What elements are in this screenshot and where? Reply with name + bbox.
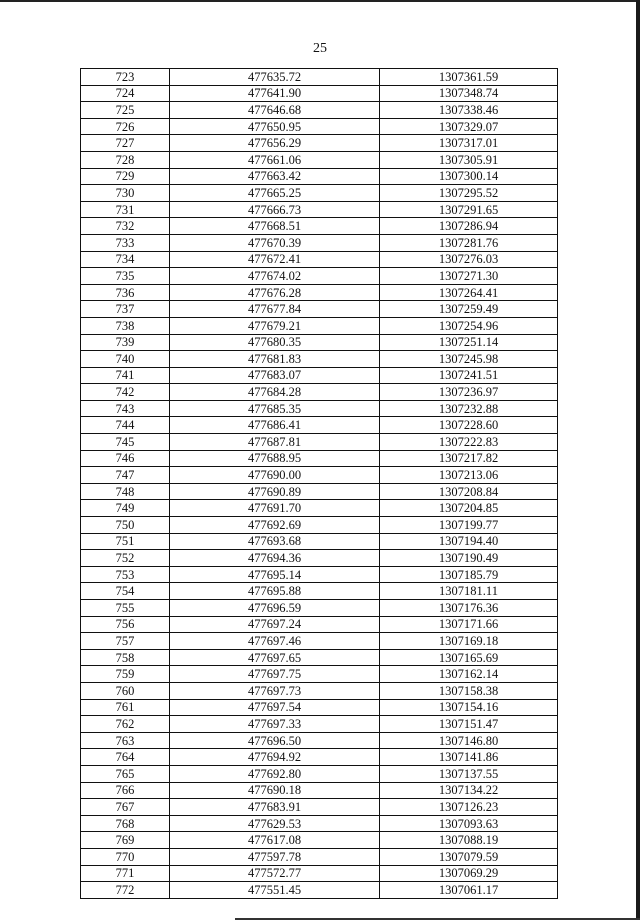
x-coordinate-cell: 477695.14 — [170, 566, 380, 583]
table-row — [81, 500, 558, 517]
x-coordinate-cell: 477697.75 — [170, 666, 380, 683]
point-number-cell: 762 — [81, 716, 170, 733]
y-coordinate-cell: 1307141.86 — [380, 749, 558, 766]
table-row — [81, 716, 558, 733]
y-coordinate-cell: 1307194.40 — [380, 533, 558, 550]
y-coordinate-cell: 1307185.79 — [380, 566, 558, 583]
table-row — [81, 583, 558, 600]
table-row — [81, 251, 558, 268]
table-row — [81, 799, 558, 816]
x-coordinate-cell: 477641.90 — [170, 85, 380, 102]
point-number-cell: 751 — [81, 533, 170, 550]
point-number-cell: 724 — [81, 85, 170, 102]
point-number-cell: 750 — [81, 517, 170, 534]
point-number-cell: 756 — [81, 616, 170, 633]
x-coordinate-cell: 477670.39 — [170, 234, 380, 251]
y-coordinate-cell: 1307169.18 — [380, 633, 558, 650]
y-coordinate-cell: 1307295.52 — [380, 185, 558, 202]
table-row — [81, 483, 558, 500]
x-coordinate-cell: 477674.02 — [170, 268, 380, 285]
y-coordinate-cell: 1307208.84 — [380, 483, 558, 500]
x-coordinate-cell: 477684.28 — [170, 384, 380, 401]
y-coordinate-cell: 1307088.19 — [380, 832, 558, 849]
table-row — [81, 832, 558, 849]
y-coordinate-cell: 1307146.80 — [380, 732, 558, 749]
point-number-cell: 764 — [81, 749, 170, 766]
y-coordinate-cell: 1307251.14 — [380, 334, 558, 351]
scan-border-top — [0, 0, 640, 2]
y-coordinate-cell: 1307291.65 — [380, 201, 558, 218]
point-number-cell: 740 — [81, 351, 170, 368]
y-coordinate-cell: 1307276.03 — [380, 251, 558, 268]
point-number-cell: 727 — [81, 135, 170, 152]
point-number-cell: 757 — [81, 633, 170, 650]
x-coordinate-cell: 477629.53 — [170, 815, 380, 832]
table-row — [81, 533, 558, 550]
point-number-cell: 746 — [81, 450, 170, 467]
table-row — [81, 367, 558, 384]
x-coordinate-cell: 477692.69 — [170, 517, 380, 534]
point-number-cell: 728 — [81, 151, 170, 168]
table-row — [81, 450, 558, 467]
coordinates-table — [80, 68, 558, 899]
point-number-cell: 755 — [81, 600, 170, 617]
x-coordinate-cell: 477697.24 — [170, 616, 380, 633]
y-coordinate-cell: 1307093.63 — [380, 815, 558, 832]
table-row — [81, 649, 558, 666]
point-number-cell: 729 — [81, 168, 170, 185]
x-coordinate-cell: 477697.33 — [170, 716, 380, 733]
x-coordinate-cell: 477683.07 — [170, 367, 380, 384]
table-row — [81, 566, 558, 583]
point-number-cell: 759 — [81, 666, 170, 683]
point-number-cell: 739 — [81, 334, 170, 351]
point-number-cell: 765 — [81, 765, 170, 782]
x-coordinate-cell: 477688.95 — [170, 450, 380, 467]
y-coordinate-cell: 1307300.14 — [380, 168, 558, 185]
table-row — [81, 815, 558, 832]
table-row — [81, 848, 558, 865]
table-row — [81, 633, 558, 650]
y-coordinate-cell: 1307217.82 — [380, 450, 558, 467]
y-coordinate-cell: 1307286.94 — [380, 218, 558, 235]
y-coordinate-cell: 1307305.91 — [380, 151, 558, 168]
scan-border-right — [636, 0, 640, 920]
point-number-cell: 736 — [81, 284, 170, 301]
point-number-cell: 723 — [81, 69, 170, 86]
point-number-cell: 753 — [81, 566, 170, 583]
y-coordinate-cell: 1307069.29 — [380, 865, 558, 882]
point-number-cell: 760 — [81, 682, 170, 699]
table-row — [81, 384, 558, 401]
x-coordinate-cell: 477695.88 — [170, 583, 380, 600]
point-number-cell: 769 — [81, 832, 170, 849]
x-coordinate-cell: 477597.78 — [170, 848, 380, 865]
point-number-cell: 737 — [81, 301, 170, 318]
table-row — [81, 682, 558, 699]
point-number-cell: 754 — [81, 583, 170, 600]
y-coordinate-cell: 1307228.60 — [380, 417, 558, 434]
point-number-cell: 742 — [81, 384, 170, 401]
y-coordinate-cell: 1307259.49 — [380, 301, 558, 318]
y-coordinate-cell: 1307134.22 — [380, 782, 558, 799]
x-coordinate-cell: 477656.29 — [170, 135, 380, 152]
x-coordinate-cell: 477661.06 — [170, 151, 380, 168]
y-coordinate-cell: 1307241.51 — [380, 367, 558, 384]
y-coordinate-cell: 1307232.88 — [380, 400, 558, 417]
x-coordinate-cell: 477685.35 — [170, 400, 380, 417]
x-coordinate-cell: 477690.89 — [170, 483, 380, 500]
x-coordinate-cell: 477677.84 — [170, 301, 380, 318]
point-number-cell: 743 — [81, 400, 170, 417]
y-coordinate-cell: 1307317.01 — [380, 135, 558, 152]
table-row — [81, 749, 558, 766]
point-number-cell: 763 — [81, 732, 170, 749]
y-coordinate-cell: 1307245.98 — [380, 351, 558, 368]
page-number: 25 — [313, 41, 327, 56]
table-row — [81, 234, 558, 251]
table-row — [81, 417, 558, 434]
x-coordinate-cell: 477551.45 — [170, 882, 380, 899]
x-coordinate-cell: 477686.41 — [170, 417, 380, 434]
table-row — [81, 218, 558, 235]
point-number-cell: 738 — [81, 317, 170, 334]
table-row — [81, 118, 558, 135]
table-row — [81, 782, 558, 799]
x-coordinate-cell: 477646.68 — [170, 102, 380, 119]
table-row — [81, 284, 558, 301]
table-row — [81, 699, 558, 716]
x-coordinate-cell: 477572.77 — [170, 865, 380, 882]
y-coordinate-cell: 1307061.17 — [380, 882, 558, 899]
point-number-cell: 748 — [81, 483, 170, 500]
table-row — [81, 151, 558, 168]
table-row — [81, 102, 558, 119]
table-row — [81, 135, 558, 152]
point-number-cell: 747 — [81, 467, 170, 484]
y-coordinate-cell: 1307126.23 — [380, 799, 558, 816]
x-coordinate-cell: 477696.59 — [170, 600, 380, 617]
x-coordinate-cell: 477690.18 — [170, 782, 380, 799]
x-coordinate-cell: 477681.83 — [170, 351, 380, 368]
x-coordinate-cell: 477650.95 — [170, 118, 380, 135]
table-row — [81, 600, 558, 617]
point-number-cell: 734 — [81, 251, 170, 268]
y-coordinate-cell: 1307181.11 — [380, 583, 558, 600]
point-number-cell: 771 — [81, 865, 170, 882]
x-coordinate-cell: 477691.70 — [170, 500, 380, 517]
x-coordinate-cell: 477697.54 — [170, 699, 380, 716]
y-coordinate-cell: 1307361.59 — [380, 69, 558, 86]
point-number-cell: 758 — [81, 649, 170, 666]
x-coordinate-cell: 477697.65 — [170, 649, 380, 666]
table-row — [81, 517, 558, 534]
table-row — [81, 882, 558, 899]
y-coordinate-cell: 1307151.47 — [380, 716, 558, 733]
x-coordinate-cell: 477668.51 — [170, 218, 380, 235]
table-row — [81, 85, 558, 102]
table-row — [81, 69, 558, 86]
x-coordinate-cell: 477635.72 — [170, 69, 380, 86]
table-row — [81, 434, 558, 451]
point-number-cell: 770 — [81, 848, 170, 865]
table-row — [81, 467, 558, 484]
point-number-cell: 767 — [81, 799, 170, 816]
point-number-cell: 730 — [81, 185, 170, 202]
x-coordinate-cell: 477663.42 — [170, 168, 380, 185]
y-coordinate-cell: 1307281.76 — [380, 234, 558, 251]
x-coordinate-cell: 477683.91 — [170, 799, 380, 816]
x-coordinate-cell: 477665.25 — [170, 185, 380, 202]
table-row — [81, 301, 558, 318]
x-coordinate-cell: 477694.36 — [170, 550, 380, 567]
coordinates-table-body — [81, 69, 558, 899]
point-number-cell: 735 — [81, 268, 170, 285]
y-coordinate-cell: 1307162.14 — [380, 666, 558, 683]
point-number-cell: 732 — [81, 218, 170, 235]
point-number-cell: 731 — [81, 201, 170, 218]
point-number-cell: 752 — [81, 550, 170, 567]
y-coordinate-cell: 1307329.07 — [380, 118, 558, 135]
point-number-cell: 768 — [81, 815, 170, 832]
table-row — [81, 666, 558, 683]
x-coordinate-cell: 477697.46 — [170, 633, 380, 650]
table-row — [81, 616, 558, 633]
x-coordinate-cell: 477692.80 — [170, 765, 380, 782]
y-coordinate-cell: 1307158.38 — [380, 682, 558, 699]
point-number-cell: 766 — [81, 782, 170, 799]
y-coordinate-cell: 1307254.96 — [380, 317, 558, 334]
point-number-cell: 725 — [81, 102, 170, 119]
table-row — [81, 351, 558, 368]
x-coordinate-cell: 477679.21 — [170, 317, 380, 334]
table-row — [81, 317, 558, 334]
point-number-cell: 749 — [81, 500, 170, 517]
point-number-cell: 733 — [81, 234, 170, 251]
x-coordinate-cell: 477693.68 — [170, 533, 380, 550]
point-number-cell: 745 — [81, 434, 170, 451]
table-row — [81, 168, 558, 185]
table-row — [81, 334, 558, 351]
x-coordinate-cell: 477680.35 — [170, 334, 380, 351]
x-coordinate-cell: 477694.92 — [170, 749, 380, 766]
point-number-cell: 741 — [81, 367, 170, 384]
y-coordinate-cell: 1307199.77 — [380, 517, 558, 534]
y-coordinate-cell: 1307171.66 — [380, 616, 558, 633]
x-coordinate-cell: 477696.50 — [170, 732, 380, 749]
point-number-cell: 772 — [81, 882, 170, 899]
x-coordinate-cell: 477672.41 — [170, 251, 380, 268]
table-row — [81, 185, 558, 202]
x-coordinate-cell: 477666.73 — [170, 201, 380, 218]
y-coordinate-cell: 1307165.69 — [380, 649, 558, 666]
point-number-cell: 761 — [81, 699, 170, 716]
point-number-cell: 726 — [81, 118, 170, 135]
point-number-cell: 744 — [81, 417, 170, 434]
table-row — [81, 732, 558, 749]
y-coordinate-cell: 1307154.16 — [380, 699, 558, 716]
y-coordinate-cell: 1307338.46 — [380, 102, 558, 119]
y-coordinate-cell: 1307236.97 — [380, 384, 558, 401]
y-coordinate-cell: 1307176.36 — [380, 600, 558, 617]
y-coordinate-cell: 1307264.41 — [380, 284, 558, 301]
x-coordinate-cell: 477697.73 — [170, 682, 380, 699]
y-coordinate-cell: 1307222.83 — [380, 434, 558, 451]
x-coordinate-cell: 477676.28 — [170, 284, 380, 301]
y-coordinate-cell: 1307079.59 — [380, 848, 558, 865]
table-row — [81, 550, 558, 567]
x-coordinate-cell: 477687.81 — [170, 434, 380, 451]
x-coordinate-cell: 477617.08 — [170, 832, 380, 849]
y-coordinate-cell: 1307348.74 — [380, 85, 558, 102]
y-coordinate-cell: 1307204.85 — [380, 500, 558, 517]
table-row — [81, 400, 558, 417]
table-row — [81, 865, 558, 882]
y-coordinate-cell: 1307213.06 — [380, 467, 558, 484]
table-row — [81, 201, 558, 218]
y-coordinate-cell: 1307271.30 — [380, 268, 558, 285]
y-coordinate-cell: 1307190.49 — [380, 550, 558, 567]
y-coordinate-cell: 1307137.55 — [380, 765, 558, 782]
table-row — [81, 765, 558, 782]
table-row — [81, 268, 558, 285]
x-coordinate-cell: 477690.00 — [170, 467, 380, 484]
